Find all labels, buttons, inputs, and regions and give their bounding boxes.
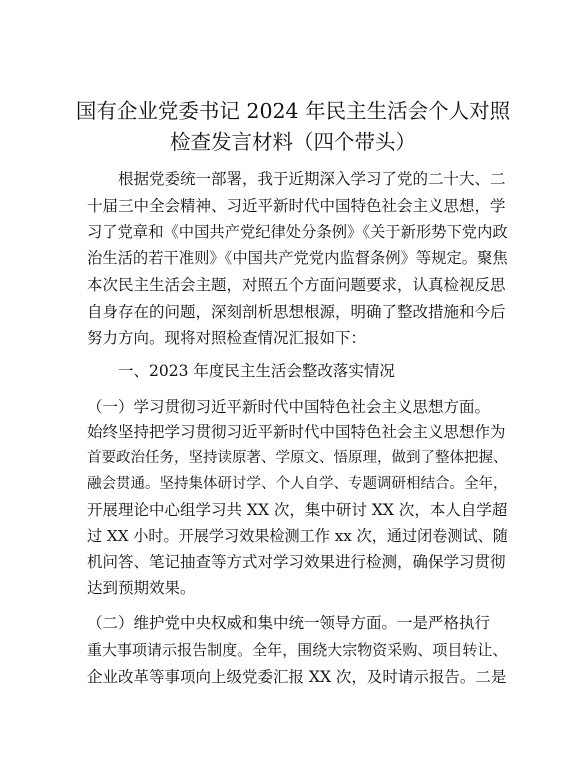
paragraph-line: 开展理论中心组学习共 XX 次，集中研讨 XX 次，本人自学超	[87, 501, 508, 519]
paragraph-line: 努力方向。现将对照检查情况汇报如下：	[87, 329, 367, 347]
paragraph-line: 根据党委统一部署，我于近期深入学习了党的二十大、二	[118, 170, 506, 188]
paragraph-line: （一）学习贯彻习近平新时代中国特色社会主义思想方面。	[87, 398, 491, 416]
paragraph-line: 企业改革等事项向上级党委汇报 XX 次，及时请示报告。二是	[87, 668, 507, 686]
section-heading: 一、2023 年度民主生活会整改落实情况	[118, 362, 395, 380]
document-title-line-2: 检查发言材料（四个带头）	[170, 130, 416, 154]
paragraph-line: 融会贯通。坚持集体研讨学、个人自学、专题调研相结合。全年，	[87, 476, 508, 492]
paragraph-line: 习了党章和《中国共产党纪律处分条例》《关于新形势下党内政	[87, 223, 508, 241]
paragraph-line: 十届三中全会精神、习近平新时代中国特色社会主义思想，学	[87, 197, 506, 215]
document-title-line-1: 国有企业党委书记 2024 年民主生活会个人对照	[75, 99, 511, 123]
paragraph-line: 治生活的若干准则》《中国共产党党内监督条例》等规定。聚焦	[87, 249, 508, 267]
paragraph-line: 本次民主生活会主题，对照五个方面问题要求，认真检视反思	[87, 276, 506, 294]
paragraph-line: 始终坚持把学习贯彻习近平新时代中国特色社会主义思想作为	[87, 423, 506, 441]
paragraph-line: 达到预期效果。	[87, 579, 196, 597]
paragraph-line: 首要政治任务，坚持读原著、学原文、悟原理，做到了整体把握、	[87, 450, 508, 466]
paragraph-line: 重大事项请示报告制度。全年，围绕大宗物资采购、项目转让、	[87, 641, 508, 659]
paragraph-line: 机问答、笔记抽查等方式对学习效果进行检测，确保学习贯彻	[87, 553, 506, 571]
paragraph-line: （二）维护党中央权威和集中统一领导方面。一是严格执行	[87, 614, 491, 632]
paragraph-line: 过 XX 小时。开展学习效果检测工作 xx 次，通过闭卷测试、随	[87, 527, 508, 545]
paragraph-line: 自身存在的问题，深刻剖析思想根源，明确了整改措施和今后	[87, 303, 506, 321]
